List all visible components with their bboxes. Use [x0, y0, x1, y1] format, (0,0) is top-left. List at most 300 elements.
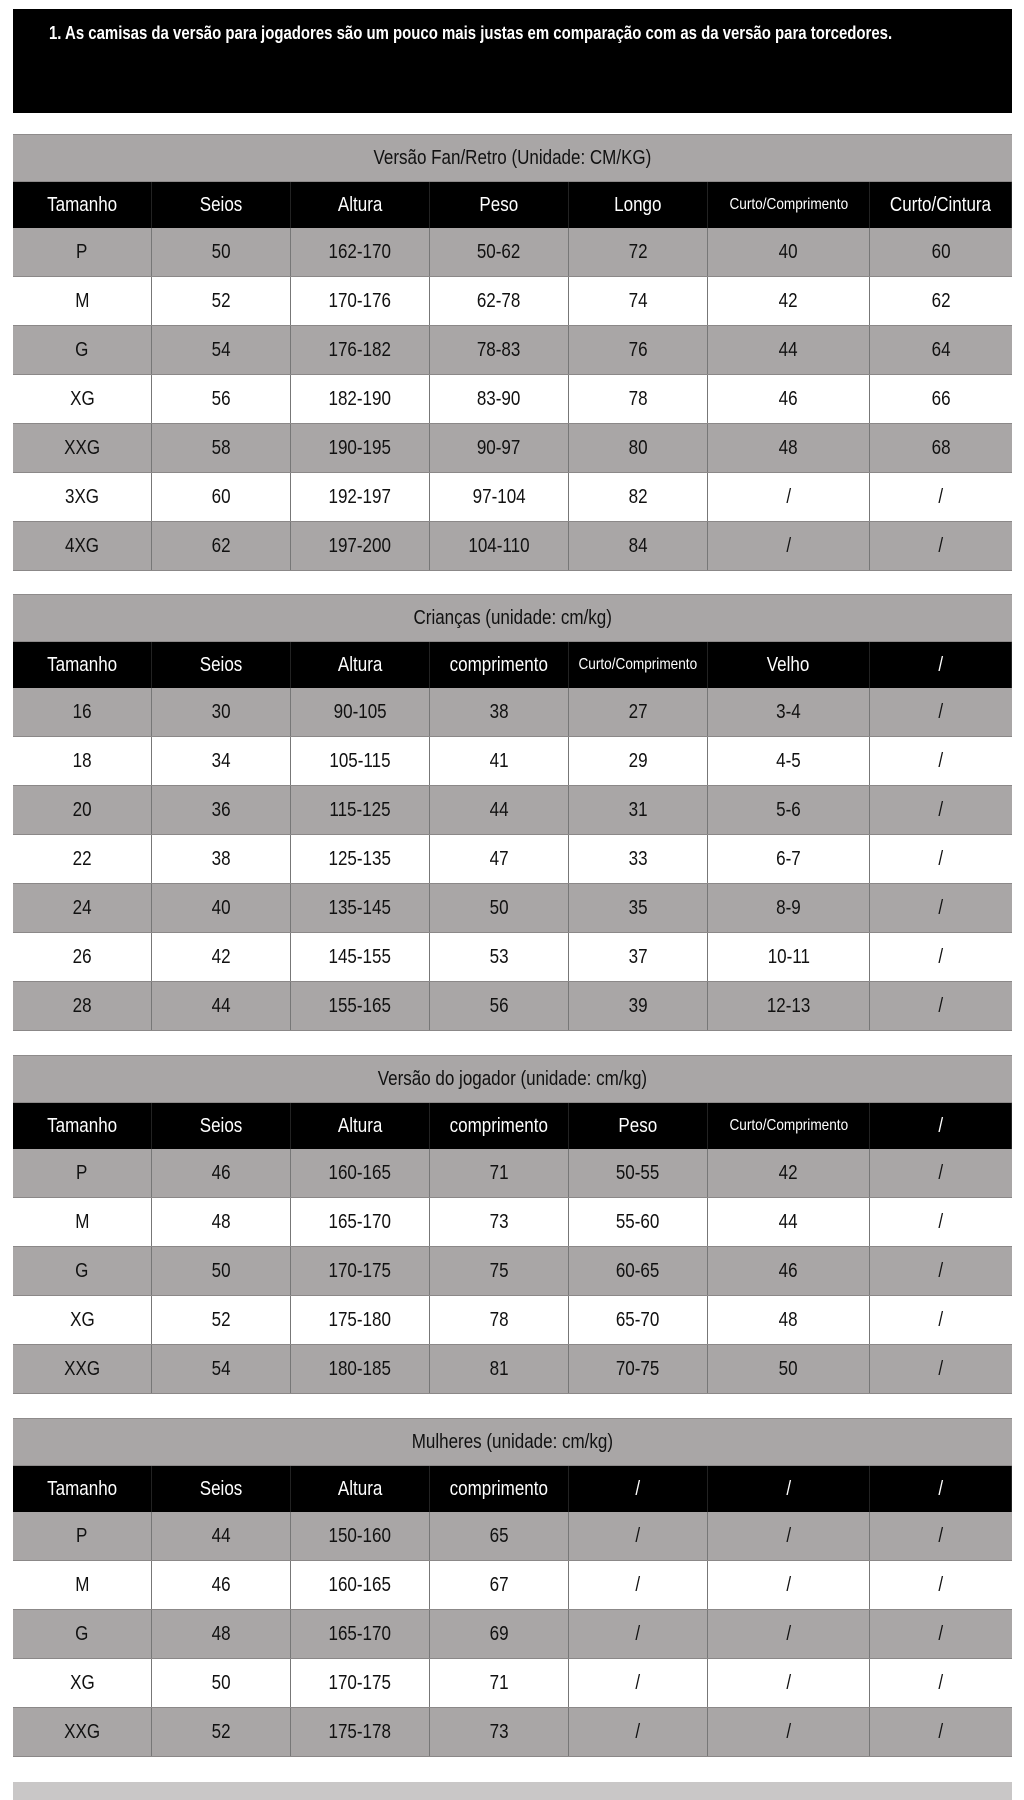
column-header	[430, 182, 569, 228]
table-cell-text: 3XG	[64, 485, 100, 508]
table-cell-text: 44	[211, 994, 231, 1017]
table-cell-text: 80	[628, 436, 648, 459]
table-cell-text: /	[938, 749, 944, 772]
table-cell-text: G	[75, 1259, 89, 1282]
column-header	[13, 1103, 152, 1149]
table-cell	[152, 375, 291, 423]
column-header-text: Curto/Cintura	[889, 193, 992, 216]
table-cell-text: /	[786, 485, 791, 508]
table-cell	[152, 277, 291, 325]
table-cell	[430, 1247, 569, 1295]
table-cell	[291, 1198, 430, 1246]
table-cell-text: 26	[72, 945, 92, 968]
table-cell	[708, 1512, 870, 1560]
table-cell	[152, 522, 291, 570]
table-cell	[430, 1198, 569, 1246]
column-header	[291, 642, 430, 688]
table-cell-text: 60-65	[616, 1259, 660, 1282]
table-cell	[569, 1512, 708, 1560]
table-cell-text: /	[938, 945, 944, 968]
table-cell	[569, 473, 708, 521]
table-cell	[708, 1296, 870, 1344]
table-cell-text: 50-55	[616, 1161, 660, 1184]
table-cell	[291, 326, 430, 374]
table-cell-text: 76	[628, 338, 648, 361]
table-cell-text: 75	[489, 1259, 509, 1282]
column-header	[870, 1103, 1012, 1149]
table-cell-text: /	[938, 1622, 944, 1645]
table-cell	[870, 1561, 1012, 1609]
table-cell-text: 71	[489, 1671, 509, 1694]
table-cell	[870, 1659, 1012, 1707]
table-cell	[708, 884, 870, 932]
table-cell	[569, 522, 708, 570]
table-cell-text: 48	[779, 436, 798, 459]
table-cell-text: 46	[779, 1259, 798, 1282]
table-cell	[291, 737, 430, 785]
table-cell	[152, 1345, 291, 1393]
table-cell	[708, 375, 870, 423]
table-cell-text: G	[75, 1622, 89, 1645]
table-cell-text: 170-175	[328, 1671, 392, 1694]
table-cell	[291, 228, 430, 276]
table-cell	[152, 424, 291, 472]
table-cell-text: 48	[211, 1622, 231, 1645]
table-cell-text: 52	[211, 289, 231, 312]
table-cell	[291, 1610, 430, 1658]
column-header	[13, 1466, 152, 1512]
table-cell	[569, 884, 708, 932]
table-cell-text: 44	[489, 798, 509, 821]
column-header	[291, 182, 430, 228]
table-cell	[152, 688, 291, 736]
table-row	[13, 1296, 1012, 1345]
table-cell	[13, 326, 152, 374]
column-header	[708, 1466, 870, 1512]
table-cell	[708, 277, 870, 325]
table-cell	[708, 1708, 870, 1756]
table-cell	[430, 1512, 569, 1560]
table-header-row	[13, 1466, 1012, 1512]
table-cell	[13, 1610, 152, 1658]
table-cell	[569, 1561, 708, 1609]
table-cell-text: 36	[211, 798, 231, 821]
table-cell-text: 38	[489, 700, 509, 723]
table-cell	[870, 1198, 1012, 1246]
table-player-version	[13, 1055, 1012, 1394]
table-cell-text: 42	[211, 945, 231, 968]
column-header-text: Peso	[479, 193, 519, 216]
table-row	[13, 737, 1012, 786]
column-header	[13, 642, 152, 688]
table-women	[13, 1418, 1012, 1757]
column-header-text: /	[938, 653, 943, 676]
table-cell	[291, 1296, 430, 1344]
table-row	[13, 1561, 1012, 1610]
table-cell	[430, 424, 569, 472]
table-cell	[430, 277, 569, 325]
column-header-text: Longo	[614, 193, 662, 216]
table-cell	[430, 884, 569, 932]
table-cell-text: 16	[72, 700, 92, 723]
table-title-text: Versão do jogador (unidade: cm/kg)	[377, 1067, 648, 1090]
table-cell	[430, 933, 569, 981]
table-cell	[430, 1296, 569, 1344]
table-cell-text: 70-75	[616, 1357, 660, 1380]
table-cell	[870, 277, 1012, 325]
table-cell	[152, 835, 291, 883]
column-header-text: Seios	[199, 1114, 243, 1137]
column-header	[13, 182, 152, 228]
table-cell	[291, 688, 430, 736]
table-cell-text: 42	[779, 1161, 798, 1184]
table-cell-text: 53	[489, 945, 509, 968]
table-cell	[708, 1149, 870, 1197]
table-cell-text: 5-6	[776, 798, 801, 821]
table-cell	[291, 884, 430, 932]
table-row	[13, 1610, 1012, 1659]
table-cell	[708, 1610, 870, 1658]
table-cell-text: /	[635, 1622, 641, 1645]
table-cell	[569, 982, 708, 1030]
table-cell-text: 35	[628, 896, 648, 919]
table-cell	[430, 375, 569, 423]
table-cell	[13, 835, 152, 883]
table-cell-text: 39	[628, 994, 648, 1017]
table-row	[13, 277, 1012, 326]
table-cell-text: 56	[489, 994, 509, 1017]
table-cell-text: 46	[211, 1573, 231, 1596]
table-cell-text: 40	[211, 896, 231, 919]
table-cell	[430, 326, 569, 374]
table-cell-text: XXG	[64, 436, 100, 459]
table-cell-text: XG	[69, 1308, 95, 1331]
table-cell	[13, 1659, 152, 1707]
table-cell	[291, 375, 430, 423]
table-title-text: Versão Fan/Retro (Unidade: CM/KG)	[373, 146, 652, 169]
table-cell	[870, 835, 1012, 883]
table-cell-text: 180-185	[328, 1357, 392, 1380]
table-cell-text: 44	[211, 1524, 231, 1547]
table-cell	[152, 884, 291, 932]
column-header-text: Curto/Comprimento	[729, 1117, 848, 1134]
table-cell-text: G	[75, 338, 89, 361]
table-cell-text: 160-165	[328, 1161, 392, 1184]
table-cell-text: /	[938, 896, 944, 919]
table-cell	[152, 1512, 291, 1560]
table-cell	[13, 1296, 152, 1344]
column-header	[569, 1103, 708, 1149]
table-row	[13, 1247, 1012, 1296]
table-cell-text: 28	[72, 994, 92, 1017]
table-cell-text: 27	[628, 700, 648, 723]
table-cell-text: /	[635, 1720, 641, 1743]
table-cell-text: 42	[779, 289, 798, 312]
table-cell	[291, 933, 430, 981]
table-cell-text: 115-125	[329, 798, 391, 821]
table-cell-text: /	[786, 1622, 791, 1645]
column-header	[569, 642, 708, 688]
column-header	[152, 1466, 291, 1512]
table-cell	[569, 835, 708, 883]
table-cell-text: 135-145	[328, 896, 392, 919]
table-cell	[291, 1561, 430, 1609]
table-cell	[870, 737, 1012, 785]
table-cell-text: 55-60	[616, 1210, 660, 1233]
table-cell-text: 48	[211, 1210, 231, 1233]
table-row	[13, 835, 1012, 884]
table-cell	[152, 1247, 291, 1295]
table-title	[13, 1055, 1012, 1103]
column-header-text: Curto/Comprimento	[729, 196, 848, 213]
table-cell	[13, 688, 152, 736]
table-cell-text: M	[74, 1573, 90, 1596]
bottom-strip	[13, 1782, 1012, 1800]
table-cell	[708, 737, 870, 785]
table-cell-text: 44	[779, 338, 798, 361]
table-row	[13, 1198, 1012, 1247]
table-title	[13, 134, 1012, 182]
table-cell	[569, 424, 708, 472]
table-cell	[708, 1659, 870, 1707]
table-row	[13, 1345, 1012, 1394]
table-cell-text: XG	[69, 1671, 95, 1694]
table-cell	[708, 473, 870, 521]
column-header-text: Tamanho	[47, 653, 117, 676]
table-cell	[13, 884, 152, 932]
table-cell	[708, 933, 870, 981]
table-cell-text: 125-135	[328, 847, 392, 870]
table-cell	[13, 1345, 152, 1393]
table-cell-text: XXG	[64, 1357, 100, 1380]
table-cell-text: 73	[489, 1720, 509, 1743]
table-cell	[152, 933, 291, 981]
table-cell	[569, 375, 708, 423]
table-cell	[13, 1512, 152, 1560]
table-cell-text: 62	[211, 534, 231, 557]
table-cell	[569, 786, 708, 834]
table-cell	[13, 277, 152, 325]
table-cell-text: /	[938, 1524, 944, 1547]
table-row	[13, 424, 1012, 473]
column-header	[569, 1466, 708, 1512]
table-cell	[152, 1296, 291, 1344]
table-cell-text: 83-90	[477, 387, 521, 410]
table-cell-text: 65	[489, 1524, 509, 1547]
table-cell-text: 190-195	[328, 436, 392, 459]
table-cell-text: /	[786, 534, 791, 557]
column-header-text: comprimento	[449, 1477, 549, 1500]
table-cell-text: /	[938, 485, 944, 508]
table-header-row	[13, 642, 1012, 688]
table-cell-text: 50	[779, 1357, 798, 1380]
column-header	[708, 1103, 870, 1149]
table-cell	[430, 982, 569, 1030]
table-cell	[152, 1659, 291, 1707]
table-cell	[291, 277, 430, 325]
table-cell	[291, 424, 430, 472]
table-cell-text: P	[76, 240, 88, 263]
table-cell-text: 24	[72, 896, 92, 919]
table-cell-text: 160-165	[328, 1573, 392, 1596]
table-cell-text: 78	[489, 1308, 509, 1331]
table-cell-text: /	[938, 1720, 944, 1743]
table-cell-text: /	[635, 1524, 641, 1547]
table-cell-text: 74	[628, 289, 648, 312]
table-cell-text: 155-165	[328, 994, 392, 1017]
table-cell-text: 41	[489, 749, 509, 772]
table-cell	[291, 1345, 430, 1393]
table-cell-text: /	[938, 534, 944, 557]
table-cell	[708, 522, 870, 570]
table-cell	[708, 688, 870, 736]
table-kids	[13, 594, 1012, 1031]
table-cell	[569, 1345, 708, 1393]
table-cell	[152, 326, 291, 374]
table-row	[13, 522, 1012, 571]
table-cell-text: /	[938, 1573, 944, 1596]
table-cell-text: /	[635, 1671, 641, 1694]
table-cell	[708, 982, 870, 1030]
column-header-text: /	[938, 1114, 943, 1137]
table-cell-text: /	[786, 1524, 791, 1547]
table-cell	[708, 1561, 870, 1609]
table-cell-text: 58	[211, 436, 231, 459]
table-cell	[708, 1247, 870, 1295]
table-cell-text: /	[786, 1671, 791, 1694]
table-cell	[569, 1610, 708, 1658]
table-cell-text: 176-182	[328, 338, 392, 361]
table-cell-text: 50	[211, 1671, 231, 1694]
table-cell	[152, 737, 291, 785]
table-cell-text: 170-176	[328, 289, 392, 312]
table-cell	[870, 688, 1012, 736]
table-row	[13, 326, 1012, 375]
table-cell	[870, 228, 1012, 276]
table-cell	[870, 933, 1012, 981]
table-cell	[569, 737, 708, 785]
table-cell	[569, 688, 708, 736]
table-cell-text: 97-104	[472, 485, 526, 508]
table-cell-text: 8-9	[776, 896, 801, 919]
column-header	[870, 182, 1012, 228]
table-cell-text: 10-11	[767, 945, 810, 968]
table-cell-text: 64	[931, 338, 951, 361]
table-cell	[152, 473, 291, 521]
table-cell-text: 31	[628, 798, 648, 821]
table-cell-text: 50	[211, 240, 231, 263]
table-cell-text: 44	[779, 1210, 798, 1233]
table-cell	[13, 737, 152, 785]
table-cell-text: 62	[931, 289, 951, 312]
table-cell-text: 50	[211, 1259, 231, 1282]
column-header-text: Curto/Comprimento	[578, 656, 698, 673]
column-header	[152, 642, 291, 688]
table-cell-text: 67	[489, 1573, 509, 1596]
table-cell	[152, 1198, 291, 1246]
table-cell-text: 54	[211, 338, 231, 361]
table-cell-text: 30	[211, 700, 231, 723]
table-cell	[708, 1198, 870, 1246]
table-cell	[870, 326, 1012, 374]
table-cell	[430, 1610, 569, 1658]
table-header-row	[13, 1103, 1012, 1149]
table-cell-text: /	[938, 1308, 944, 1331]
table-cell-text: 18	[72, 749, 92, 772]
table-cell	[569, 933, 708, 981]
table-cell	[430, 522, 569, 570]
table-cell-text: 54	[211, 1357, 231, 1380]
table-cell-text: 29	[628, 749, 648, 772]
table-cell-text: 52	[211, 1308, 231, 1331]
table-cell-text: 182-190	[328, 387, 392, 410]
table-cell-text: 33	[628, 847, 648, 870]
table-cell-text: /	[938, 700, 944, 723]
table-row	[13, 884, 1012, 933]
table-cell-text: 69	[489, 1622, 509, 1645]
table-cell	[430, 1345, 569, 1393]
table-cell	[13, 1198, 152, 1246]
table-cell-text: 50	[489, 896, 509, 919]
table-cell-text: 52	[211, 1720, 231, 1743]
table-fan-retro	[13, 134, 1012, 571]
table-cell-text: 197-200	[328, 534, 392, 557]
table-header-row	[13, 182, 1012, 228]
table-cell-text: XG	[69, 387, 95, 410]
table-cell	[870, 1149, 1012, 1197]
table-cell	[430, 473, 569, 521]
column-header	[291, 1103, 430, 1149]
table-row	[13, 933, 1012, 982]
table-cell-text: 162-170	[328, 240, 392, 263]
column-header	[152, 1103, 291, 1149]
table-cell-text: 50-62	[477, 240, 521, 263]
table-cell-text: XXG	[64, 1720, 100, 1743]
table-cell	[870, 1512, 1012, 1560]
table-cell	[430, 835, 569, 883]
table-cell-text: 84	[628, 534, 648, 557]
table-cell	[569, 1659, 708, 1707]
table-cell	[152, 1708, 291, 1756]
table-cell	[870, 1247, 1012, 1295]
column-header-text: comprimento	[449, 653, 549, 676]
table-cell-text: 60	[931, 240, 951, 263]
table-cell-text: 104-110	[468, 534, 530, 557]
table-cell-text: /	[938, 798, 944, 821]
table-row	[13, 1512, 1012, 1561]
table-cell-text: /	[938, 1259, 944, 1282]
table-cell	[870, 1345, 1012, 1393]
table-cell	[870, 473, 1012, 521]
table-row	[13, 1708, 1012, 1757]
table-cell	[291, 786, 430, 834]
table-cell-text: 71	[489, 1161, 509, 1184]
column-header-text: Altura	[337, 1477, 383, 1500]
table-cell	[430, 1708, 569, 1756]
table-cell-text: 165-170	[328, 1622, 392, 1645]
table-cell	[430, 228, 569, 276]
table-cell-text: 72	[628, 240, 648, 263]
table-cell	[708, 1345, 870, 1393]
table-cell	[569, 1708, 708, 1756]
table-cell-text: 65-70	[616, 1308, 660, 1331]
table-cell-text: 47	[489, 847, 509, 870]
table-cell-text: 150-160	[328, 1524, 392, 1547]
column-header	[152, 182, 291, 228]
table-cell-text: 37	[628, 945, 648, 968]
table-cell-text: 4XG	[64, 534, 100, 557]
column-header	[430, 642, 569, 688]
